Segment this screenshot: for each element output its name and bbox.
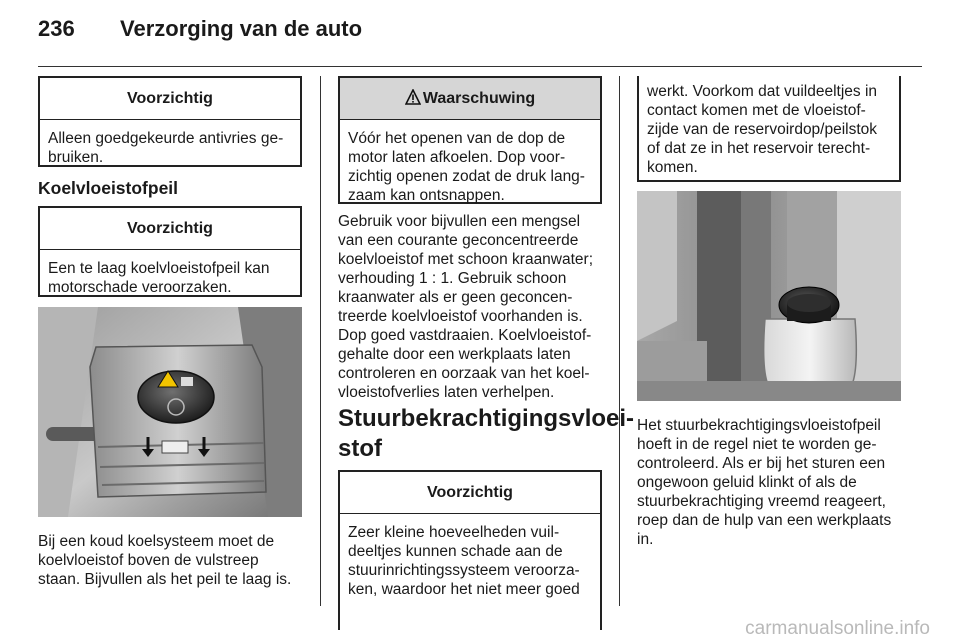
text-line: stuurbekrachtiging vreemd reageert, xyxy=(637,493,886,510)
caution-box-power-steering xyxy=(338,470,602,630)
coolant-reservoir-photo xyxy=(38,307,302,517)
text-line: Vóór het openen van de dop de xyxy=(348,130,566,147)
text-line: zichtig openen zodat de druk lang- xyxy=(348,168,585,185)
caution-heading: Voorzichtig xyxy=(40,208,300,250)
text-line: of dat ze in het reservoir terecht- xyxy=(647,140,871,157)
coolant-paragraph xyxy=(38,532,291,589)
refill-paragraph xyxy=(338,212,593,402)
text-line: zijde van de reservoirdop/peilstok xyxy=(647,121,878,138)
text-line: Zeer kleine hoeveelheden vuil- xyxy=(348,524,560,541)
text-line: werkt. Voorkom dat vuildeeltjes in xyxy=(647,83,878,100)
warning-heading-bar xyxy=(340,78,600,120)
caution-text xyxy=(639,76,899,177)
caution-heading: Voorzichtig xyxy=(340,472,600,514)
text-line: koelvloeistof met schoon kraanwater; xyxy=(338,251,594,268)
caution-box-continued xyxy=(637,76,901,182)
heading-line: Stuurbekrachtigingsvloei- xyxy=(338,405,635,432)
text-line: motorschade veroorzaken. xyxy=(48,279,232,296)
section-subheading: Koelvloeistofpeil xyxy=(38,178,179,198)
text-line: van een courante geconcentreerde xyxy=(338,232,579,249)
text-line: hoeft in de regel niet te worden ge- xyxy=(637,436,877,453)
text-line: verhouding 1 : 1. Gebruik schoon xyxy=(338,270,567,287)
text-line: roep dan de hulp van een werkplaats xyxy=(637,512,892,529)
text-line: deeltjes kunnen schade aan de xyxy=(348,543,563,560)
text-line: Gebruik voor bijvullen een mengsel xyxy=(338,213,581,230)
caution-box-antifreeze xyxy=(38,76,302,167)
text-line: bruiken. xyxy=(48,149,104,166)
caution-text xyxy=(340,514,600,599)
text-line: controleerd. Als er bij het sturen een xyxy=(637,455,886,472)
text-line: in. xyxy=(637,531,654,548)
text-line: ongewoon geluid klinkt of als de xyxy=(637,474,857,491)
text-line: staan. Bijvullen als het peil te laag is. xyxy=(38,571,292,588)
power-steering-reservoir-photo xyxy=(637,191,901,401)
page-title: Verzorging van de auto xyxy=(120,16,363,41)
text-line: Het stuurbekrachtigingsvloeistofpeil xyxy=(637,417,881,434)
text-line: treerde koelvloeistof voorhanden is. xyxy=(338,308,583,325)
text-line: motor laten afkoelen. Dop voor- xyxy=(348,149,566,166)
caution-text xyxy=(40,250,300,297)
warning-box xyxy=(338,76,602,204)
text-line: Een te laag koelvloeistofpeil kan xyxy=(48,260,270,277)
column-divider-1 xyxy=(320,76,321,606)
text-line: zaam kan ontsnappen. xyxy=(348,187,505,204)
text-line: kraanwater als er geen geconcen- xyxy=(338,289,573,306)
text-line: koelvloeistof boven de vulstreep xyxy=(38,552,259,569)
warning-heading: Waarschuwing xyxy=(422,90,536,107)
page-number: 236 xyxy=(38,16,75,41)
warning-triangle-icon xyxy=(405,89,421,105)
caution-box-coolant-level xyxy=(38,206,302,297)
text-line: contact komen met de vloeistof- xyxy=(647,102,866,119)
caution-text xyxy=(40,120,300,167)
text-line: Alleen goedgekeurde antivries ge- xyxy=(48,130,284,147)
caution-heading: Voorzichtig xyxy=(40,78,300,120)
text-line: stuurinrichtingssysteem veroorza- xyxy=(348,562,580,579)
text-line: komen. xyxy=(647,159,698,176)
text-line: gehalte door een werkplaats laten xyxy=(338,346,571,363)
text-line: ken, waardoor het niet meer goed xyxy=(348,581,580,598)
column-divider-2 xyxy=(619,76,620,606)
text-line: Bij een koud koelsysteem moet de xyxy=(38,533,275,550)
warning-text xyxy=(340,120,600,205)
section-heading xyxy=(338,404,634,464)
watermark: carmanualsonline.info xyxy=(745,618,930,639)
power-steering-paragraph xyxy=(637,416,891,549)
text-line: Dop goed vastdraaien. Koelvloeistof- xyxy=(338,327,592,344)
page-header xyxy=(38,16,922,67)
text-line: vloeistofverlies laten verhelpen. xyxy=(338,384,555,401)
heading-line: stof xyxy=(338,435,382,462)
text-line: controleren en oorzaak van het koel- xyxy=(338,365,590,382)
